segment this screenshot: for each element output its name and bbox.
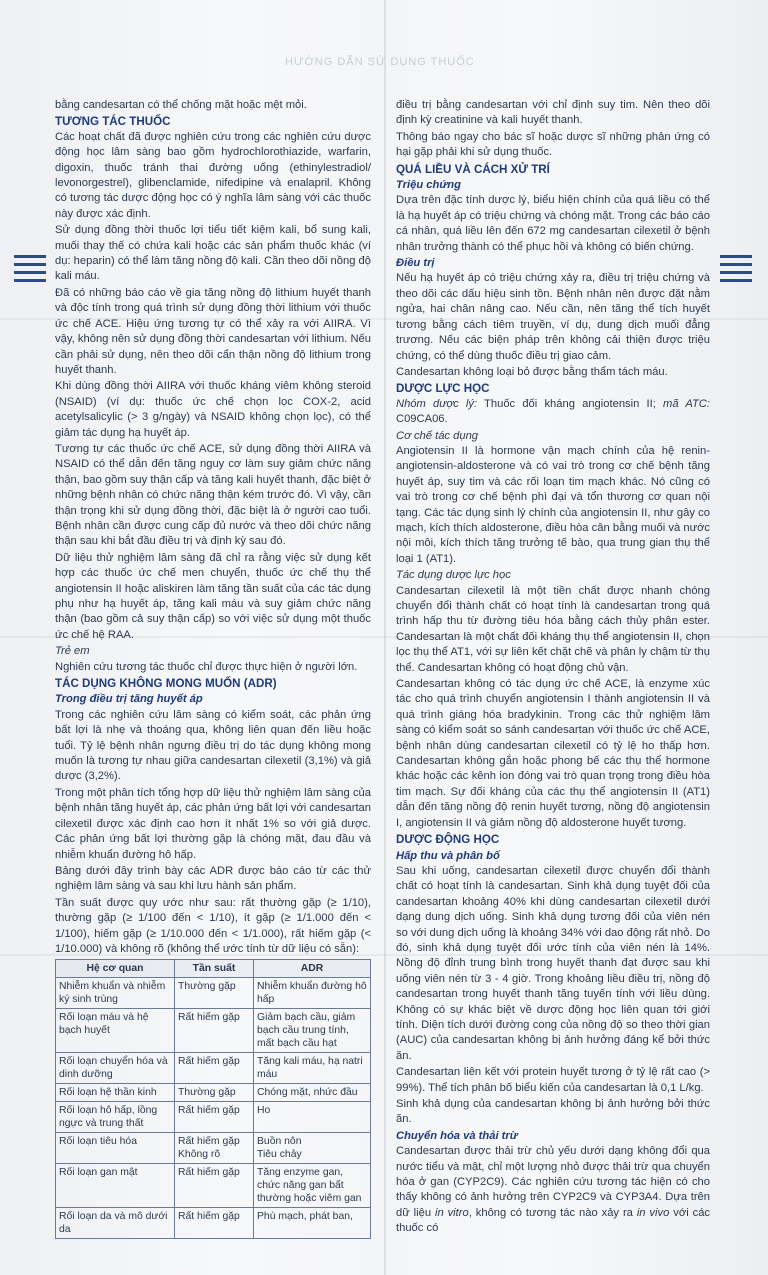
table-cell: Rất hiếm gặp <box>175 1102 254 1133</box>
paragraph: Candesartan không có tác dụng ức chế ACE, là enzyme xúc tác cho quá trình chuyển angiotensin I thành angiotensin II và quá trình giáng hóa bradykinin. Trong các thử nghiệm lâm sàng có kiểm soát so sánh candesartan với thuốc ức chế ACE, bệnh nhân dùng candesartan cilexetil có tỷ lệ ho thấp hơn. Candesartan không gắn hoặc phong bế các thụ thể hormone khác hoặc các kênh ion đóng vai trò quan trọng trong điều hòa tim mạch. Sự đối kháng của các thụ thể angiotensin II (AT1) dẫn đến tăng nồng độ renin huyết tương, nồng độ angiotensin I, angiotensin II và giảm nồng độ aldosterone huyết tương. <box>396 678 710 829</box>
pharm-group-label: Nhóm dược lý: <box>396 397 478 410</box>
table-cell: Rối loạn chuyển hóa và dinh dưỡng <box>56 1053 175 1084</box>
paragraph: Tương tự các thuốc ức chế ACE, sử dụng đồng thời AIIRA và NSAID có thể dẫn đến tăng nguy cơ làm suy giảm chức năng thận, bao gồm suy thận cấp và tăng kali huyết thanh, đặc biệt ở những bệnh nhân có chức năng thận kém trước đó. Vì vậy, cần thận trọng khi sử dụng đồng thời, đặc biệt là ở người cao tuổi. Bệnh nhân cần được cung cấp đủ nước và theo dõi chức năng thận sau khi bắt đầu điều trị và định kỳ sau đó. <box>55 442 371 548</box>
table-cell: Rối loạn da và mô dưới da <box>56 1208 175 1239</box>
column-header: Hệ cơ quan <box>56 960 175 978</box>
table-cell: Phù mạch, phát ban, <box>254 1208 371 1239</box>
atc-label: mã ATC: <box>663 397 710 410</box>
paragraph: Dữ liệu thử nghiệm lâm sàng đã chỉ ra rằng việc sử dụng kết hợp các thuốc ức chế men chuyển, thuốc ức chế thụ thể angiotensin II hoặc aliskiren làm tăng tần suất của các tác dụng phụ như hạ huyết áp, tăng kali máu và suy giảm chức năng thận (bao gồm cả suy thận cấp) so với việc sử dụng một thuốc ức chế hệ RAA. <box>55 551 371 641</box>
text-run: , không có tương tác nào xảy ra <box>468 1206 637 1219</box>
subheading-symptoms: Triệu chứng <box>396 179 461 192</box>
table-cell: Rối loạn tiêu hóa <box>56 1133 175 1164</box>
column-header: Tần suất <box>175 960 254 978</box>
table-row <box>56 1164 371 1208</box>
atc-value: C09CA06. <box>396 413 448 426</box>
subheading-hypertension: Trong điều trị tăng huyết áp <box>55 693 203 706</box>
table-row <box>56 1084 371 1102</box>
table-row <box>56 1102 371 1133</box>
section-heading-interactions: TƯƠNG TÁC THUỐC <box>55 115 171 129</box>
table-cell: Nhiễm khuẩn đường hô hấp <box>254 978 371 1009</box>
table-cell: Ho <box>254 1102 371 1133</box>
text-run: Candesartan được thải trừ chủ yếu dưới dạng không đổi qua nước tiểu và mật, chỉ một lượng nhỏ được thải trừ qua chuyển hóa ở gan (CYP2C9). Các nghiên cứu tương tác hiện có cho thấy không có ảnh hưởng trên CYP2C9 và CYP3A4. Dựa trên dữ liệu <box>396 1145 710 1219</box>
table-row <box>56 1053 371 1084</box>
paragraph <box>396 1144 710 1236</box>
paragraph: Các hoạt chất đã được nghiên cứu trong các nghiên cứu dược động học lâm sàng bao gồm hydrochlorothiazide, warfarin, digoxin, thuốc tránh thai đường uống (ethinylestradiol/ levonorgestrel), glibenclamide, nifedipine và enalapril. Không có tương tác dược động học có ý nghĩa lâm sàng với các thuốc này được xác định. <box>55 130 371 220</box>
paragraph: Nghiên cứu tương tác thuốc chỉ được thực hiện ở người lớn. <box>55 660 358 673</box>
subheading-children: Trẻ em <box>55 645 90 658</box>
paragraph: Angiotensin II là hormone vận mạch chính của hệ renin-angiotensin-aldosterone và có vai trò trong cơ chế bệnh tăng huyết áp, suy tim và các rối loạn tim mạch khác. Nó cũng có vai trò trong cơ chế bệnh phì đại và tổn thương cơ quan nội tạng. Các tác dụng sinh lý chính của angiotensin II, như gây co mạch, kích thích aldosterone, điều hòa cân bằng muối và nước nội môi, kích thích tăng trưởng tế bào, qua trung gian thụ thể loại 1 (AT1). <box>396 444 710 565</box>
paragraph: Trong một phân tích tổng hợp dữ liệu thử nghiệm lâm sàng của bệnh nhân tăng huyết áp, các phản ứng bất lợi với candesartan cilexetil được xác định cao hơn ít nhất 1% so với giả dược. Các phản ứng bất lợi thường gặp là chóng mặt, đau đầu và nhiễm khuẩn đường hô hấp. <box>55 786 371 861</box>
section-heading-overdose: QUÁ LIỀU VÀ CÁCH XỬ TRÍ <box>396 162 550 176</box>
table-cell: Buồn nôn Tiêu chảy <box>254 1133 371 1164</box>
paragraph: bằng candesartan có thể chống mặt hoặc mệt mỏi. <box>55 99 307 111</box>
menu-lines-icon <box>14 255 46 287</box>
paragraph: Trong các nghiên cứu lâm sàng có kiểm soát, các phản ứng bất lợi là nhẹ và thoáng qua, không liên quan đến liều hoặc tuổi. Tỷ lệ bệnh nhân ngưng điều trị do tác dụng không mong muốn là tương tự nhau giữa candesartan cilexetil (3,1%) và giả dược (3,2%). <box>55 708 371 783</box>
table-cell: Rất hiếm gặp Không rõ <box>175 1133 254 1164</box>
table-cell: Rối loạn gan mật <box>56 1164 175 1208</box>
paragraph: Thông báo ngay cho bác sĩ hoặc dược sĩ những phản ứng có hại gặp phải khi sử dụng thuốc. <box>396 130 710 159</box>
table-cell: Tăng enzyme gan, chức năng gan bất thường hoặc viêm gan <box>254 1164 371 1208</box>
table-row <box>56 1208 371 1239</box>
table-cell: Thường gặp <box>175 978 254 1009</box>
center-fold <box>384 0 386 1275</box>
paragraph: Khi dùng đồng thời AIIRA với thuốc kháng viêm không steroid (NSAID) (ví dụ: thuốc ức chế chọn lọc COX-2, acid acetylsalicylic (> 3 g/ngày) và NSAID không chọn lọc), có thể giảm tác dụng hạ huyết áp. <box>55 380 371 439</box>
table-cell: Rất hiếm gặp <box>175 1053 254 1084</box>
left-column <box>55 98 371 1239</box>
right-column <box>396 98 710 1238</box>
menu-lines-icon <box>720 255 752 287</box>
pharm-group-line <box>396 397 710 428</box>
table-header-row <box>56 960 371 978</box>
table-row <box>56 978 371 1009</box>
section-heading-adr: TÁC DỤNG KHÔNG MONG MUỐN (ADR) <box>55 677 277 691</box>
subheading-mechanism: Cơ chế tác dụng <box>396 429 479 442</box>
text-run-italic: in vitro <box>434 1206 469 1219</box>
table-cell: Giảm bạch cầu, giảm bạch cầu trung tính, mất bạch cầu hạt <box>254 1009 371 1053</box>
table-cell: Rất hiếm gặp <box>175 1009 254 1053</box>
section-heading-pharmacodynamics: DƯỢC LỰC HỌC <box>396 382 490 396</box>
paragraph: Candesartan không loại bỏ được bằng thẩm tách máu. <box>396 365 668 378</box>
table-cell: Nhiễm khuẩn và nhiễm ký sinh trùng <box>56 978 175 1009</box>
paragraph: Tần suất được quy ước như sau: rất thường gặp (≥ 1/10), thường gặp (≥ 1/100 đến < 1/10), ít gặp (≥ 1/1.000 đến < 1/100), hiếm gặp (≥ 1/10.000 đến < 1/1.000), rất hiếm gặp (< 1/10.000) và không rõ (không thể ước tính từ dữ liệu có sẵn): <box>55 896 371 955</box>
table-cell: Rối loạn hô hấp, lồng ngực và trung thất <box>56 1102 175 1133</box>
text-run: với các thuốc có <box>396 1206 711 1235</box>
table-cell: Rối loạn máu và hệ bạch huyết <box>56 1009 175 1053</box>
column-header: ADR <box>254 960 371 978</box>
table-cell: Thường gặp <box>175 1084 254 1102</box>
subheading-absorption: Hấp thu và phân bố <box>396 849 500 862</box>
subheading-metabolism: Chuyển hóa và thải trừ <box>396 1129 518 1142</box>
paragraph: điều trị bằng candesartan với chỉ định suy tim. Nên theo dõi định kỳ creatinine và kali huyết thanh. <box>396 99 710 127</box>
paragraph: Candesartan liên kết với protein huyết tương ở tỷ lệ rất cao (> 99%). Thể tích phân bố biểu kiến của candesartan là 0,1 L/kg. <box>396 1066 710 1094</box>
section-heading-pharmacokinetics: DƯỢC ĐỘNG HỌC <box>396 833 500 847</box>
subheading-treatment: Điều trị <box>396 257 435 270</box>
table-row <box>56 1133 371 1164</box>
table-row <box>56 1009 371 1053</box>
text-run-italic: in vivo <box>636 1206 670 1219</box>
faded-header: HƯỚNG DẪN SỬ DỤNG THUỐC <box>285 56 475 68</box>
paragraph: Sinh khả dụng của candesartan không bị ảnh hưởng bởi thức ăn. <box>396 1098 710 1126</box>
paragraph: Bảng dưới đây trình bày các ADR được báo cáo từ các thử nghiệm lâm sàng và sau khi lưu hành sản phẩm. <box>55 864 371 893</box>
pharm-group-value: Thuốc đối kháng angiotensin II; <box>477 397 664 410</box>
table-cell: Tăng kali máu, hạ natri máu <box>254 1053 371 1084</box>
paragraph: Candesartan cilexetil là một tiền chất được nhanh chóng chuyển đổi thành chất có hoạt tính là candesartan trong quá trình hấp thu từ đường tiêu hóa bằng cách thủy phân ester. Candesartan là một chất đối kháng thụ thể angiotensin II, chọn lọc thụ thể AT1, với sự liên kết chặt chẽ và phân ly chậm từ thụ thể. Candesartan không có hoạt động chủ vận. <box>396 584 710 674</box>
table-cell: Rất hiếm gặp <box>175 1208 254 1239</box>
paragraph: Nếu hạ huyết áp có triệu chứng xảy ra, điều trị triệu chứng và theo dõi các dấu hiệu sinh tồn. Bệnh nhân nên được đặt nằm ngửa, hai chân nâng cao. Nếu cần, nên tăng thể tích huyết tương bằng cách tiêm truyền, ví dụ, dung dịch muối đẳng trương. Nếu các biện pháp trên không cải thiện được triệu chứng, có thể dùng thuốc điều trị giao cảm. <box>396 272 710 362</box>
table-cell: Rất hiếm gặp <box>175 1164 254 1208</box>
subheading-pd-effects: Tác dụng dược lực học <box>396 569 511 582</box>
paragraph: Dựa trên đặc tính dược lý, biểu hiện chính của quá liều có thể là hạ huyết áp có triệu chứng và chóng mặt. Trong các báo cáo cá nhân, quá liều lên đến 672 mg candesartan cilexetil ở bệnh nhân trưởng thành có thể phục hồi và không có biến chứng. <box>396 194 710 253</box>
adr-table <box>55 959 371 1239</box>
paragraph: Sử dụng đồng thời thuốc lợi tiểu tiết kiệm kali, bổ sung kali, muối thay thế có chứa kali hoặc các sản phẩm thuốc khác (ví dụ: heparin) có thể làm tăng nồng độ kali. Cần theo dõi nồng độ kali máu. <box>55 224 371 283</box>
table-cell: Rối loạn hệ thần kinh <box>56 1084 175 1102</box>
table-cell: Chóng mặt, nhức đầu <box>254 1084 371 1102</box>
paragraph: Sau khi uống, candesartan cilexetil được chuyển đổi thành chất có hoạt tính là candesartan. Sinh khả dụng tuyệt đối của candesartan khoảng 40% khi dùng candesartan cilexetil dưới dạng dung dịch uống. Sinh khả dụng tương đối của viên nén so với dung dịch uống là khoảng 34% với dao động rất nhỏ. Do đó, sinh khả dụng tuyệt đối ước tính của viên nén là 14%. Nồng độ đỉnh trung bình trong huyết thanh đạt được sau khi uống viên nén từ 3 - 4 giờ. Trong khoảng liều điều trị, nồng độ candesartan trong huyết thanh tăng tuyến tính với liều dùng. Không có sự khác biệt về dược động học liên quan tới giới tính. Diện tích dưới đường cong của nồng độ so theo thời gian (AUC) của candesartan không bị ảnh hưởng đáng kể bởi thức ăn. <box>396 864 710 1062</box>
paragraph: Đã có những báo cáo về gia tăng nồng độ lithium huyết thanh và độc tính trong quá trình sử dụng đồng thời lithium với thuốc ức chế ACE. Hiệu ứng tương tự có thể xảy ra với AIIRA. Vì vậy, không nên sử dụng đồng thời candesartan với lithium. Nếu cần phải sử dụng, nên theo dõi cẩn thận nồng độ lithium trong huyết thanh. <box>55 286 371 376</box>
